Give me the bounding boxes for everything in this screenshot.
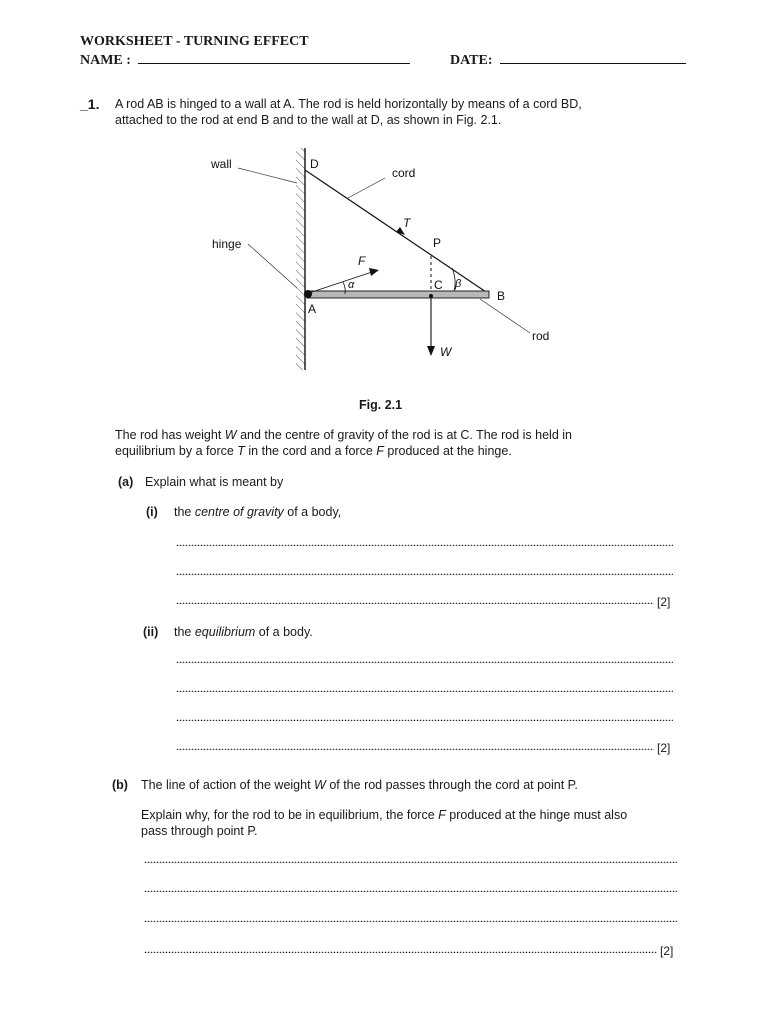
part-b-line-2: Explain why, for the rod to be in equilibrium, the force F produced at the hinge must also xyxy=(141,808,628,822)
hinge-leader xyxy=(248,244,297,288)
centre-of-gravity-point xyxy=(429,294,433,298)
intro-line-1: A rod AB is hinged to a wall at A. The rod is held horizontally by means of a cord BD, xyxy=(115,97,582,111)
force-f-line xyxy=(309,272,372,293)
answer-line-b-4[interactable] xyxy=(144,943,657,953)
label-beta: β xyxy=(455,278,462,290)
part-aii-label: (ii) xyxy=(143,625,159,639)
label-rod: rod xyxy=(532,329,550,343)
intro-line-2: attached to the rod at end B and to the wall at D, as shown in Fig. 2.1. xyxy=(115,113,502,127)
body-line-1: The rod has weight W and the centre of gravity of the rod is at C. The rod is held in xyxy=(115,428,572,442)
part-b-line-3: pass through point P. xyxy=(141,824,258,838)
wall-hatching xyxy=(296,148,305,370)
label-alpha: α xyxy=(348,279,355,291)
marks-ai: [2] xyxy=(657,595,671,609)
answer-line-aii-1[interactable] xyxy=(176,653,673,663)
cord-leader xyxy=(348,178,385,198)
part-a-text: Explain what is meant by xyxy=(145,475,284,489)
name-label: NAME : xyxy=(80,53,131,68)
label-wall: wall xyxy=(211,157,232,171)
label-hinge: hinge xyxy=(212,237,242,251)
label-d: D xyxy=(310,157,319,171)
answer-line-aii-2[interactable] xyxy=(176,682,673,692)
answer-line-b-2[interactable] xyxy=(144,882,677,892)
part-ai-label: (i) xyxy=(146,505,158,519)
label-f: F xyxy=(358,254,366,268)
date-label: DATE: xyxy=(450,53,493,68)
part-b-line-1: The line of action of the weight W of the rod passes through the cord at point P. xyxy=(141,778,578,792)
label-cord: cord xyxy=(392,166,416,180)
label-b: B xyxy=(497,289,506,303)
label-p: P xyxy=(433,236,442,250)
answer-line-aii-4[interactable] xyxy=(176,740,654,750)
label-t: T xyxy=(403,216,411,230)
label-c: C xyxy=(434,278,443,292)
rod-leader xyxy=(480,299,530,333)
part-aii-text: the equilibrium of a body. xyxy=(174,625,313,639)
worksheet-title: WORKSHEET - TURNING EFFECT xyxy=(80,34,309,49)
rod-bar xyxy=(307,291,489,298)
body-line-2: equilibrium by a force T in the cord and a force F produced at the hinge. xyxy=(115,444,512,458)
answer-line-ai-2[interactable] xyxy=(176,565,673,575)
marks-b: [2] xyxy=(660,944,674,958)
marks-aii: [2] xyxy=(657,741,671,755)
part-b-label: (b) xyxy=(112,778,128,792)
force-f-arrowhead xyxy=(369,268,379,276)
answer-line-ai-1[interactable] xyxy=(176,536,673,546)
answer-line-ai-3[interactable] xyxy=(176,594,654,604)
part-ai-text: the centre of gravity of a body, xyxy=(174,505,342,519)
answer-line-b-3[interactable] xyxy=(144,912,677,922)
label-w: W xyxy=(440,345,452,359)
hinge-point xyxy=(304,290,312,298)
part-a-label: (a) xyxy=(118,475,134,489)
weight-arrowhead xyxy=(427,346,435,356)
figure-caption: Fig. 2.1 xyxy=(359,398,403,412)
wall-leader xyxy=(238,168,297,183)
question-number: _1. xyxy=(80,96,100,112)
figure-rod-hinge-diagram xyxy=(0,0,768,420)
answer-line-aii-3[interactable] xyxy=(176,711,673,721)
answer-line-b-1[interactable] xyxy=(144,853,677,863)
label-a: A xyxy=(308,302,317,316)
